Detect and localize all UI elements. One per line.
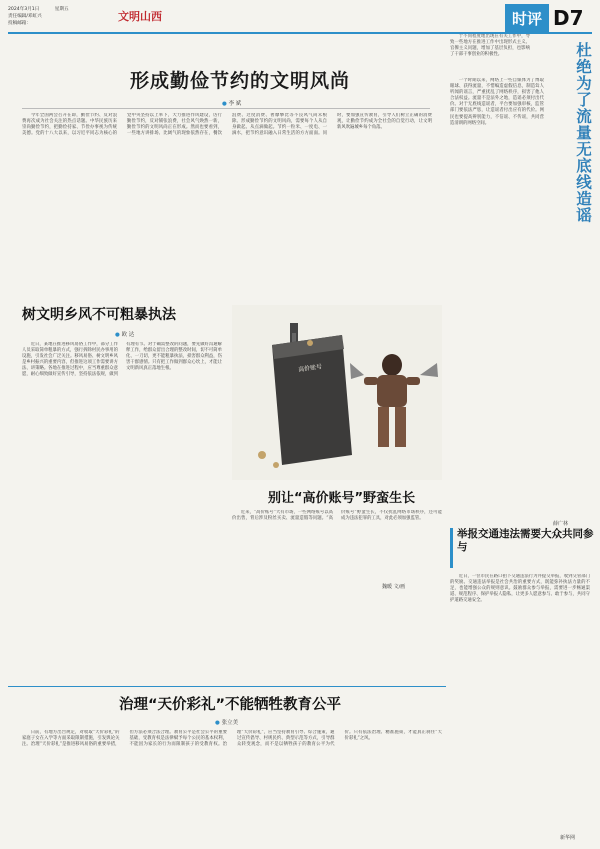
left-body: 近日，某地在推进移风易俗工作中，部分工作人员采取简单粗暴的方式，强行拆除村民办事用的设施，引发社会广泛关注。移风易俗、树文明乡风是乡村振兴的重要内容，但推进这项工作需要讲方法、讲策略。各地在推进过程中，应当尊重群众意愿，耐心细致做好宣传引导，坚持依法依规，做到有理有节。对于确需整改的问题，要先做好沟通解释工作，给群众留出合理的整改时间，切不可简单化、一刀切，更不能粗暴执法，损害群众利益，伤害干群感情。只有把工作做到群众心坎上，才能让文明新风真正落地生根。 — [22, 342, 222, 378]
report-source: 新华网 — [560, 835, 576, 841]
section-tag: 时评 — [505, 4, 549, 32]
right-byline: 薛广林 — [553, 521, 569, 527]
feature-byline: 魏暖 文/画 — [382, 584, 406, 590]
right-headline: 杜绝为了流量无底线造谣 — [574, 42, 592, 224]
section-logo: 文明山西 — [118, 10, 162, 23]
issue-date: 2024年3月1日 — [8, 7, 40, 12]
report-title-block — [450, 528, 597, 568]
masthead-email: 投稿邮箱： — [8, 21, 31, 26]
masthead-date-line — [8, 7, 69, 13]
report-body: 近日，一位市民在路口拍下交通违法行为并提交举报，收到交管部门的奖励。交通违法举报是社会共治的重要方式，既能弥补执法力量的不足，也能增强公众的规则意识。鼓励群众参与举报，需要进一步畅通渠道、规范程序、保护举报人隐私，让更多人愿意参与、敢于参与，共同守护道路交通安全。 — [450, 574, 590, 604]
lead-divider — [22, 108, 430, 109]
bottom-body: 日前，有地方出台规定，对收取“天价彩礼”的家庭子女在入学等方面采取限制措施，引发舆论关注。治理“天价彩礼”是推进移风易俗的重要举措，但方法必须合法合理。教育公平是社会公平的重要基础，受教育权是法律赋予每个公民的基本权利，不能因为家长的行为而限制孩子的受教育权。治理“天价彩礼”，应当坚持教育引导、综合施策，通过宣传倡导、村规民约、典型示范等方式，引导群众转变观念，而不是以牺牲孩子的教育公平为代价。只有依法治理、精准施策，才能真正刹住“天价彩礼”之风。 — [22, 730, 442, 748]
issue-weekday: 星期五 — [54, 7, 69, 12]
page-number: D7 — [553, 6, 584, 30]
report-title: 举报交通违法需要大众共同参与 — [457, 528, 594, 553]
left-headline: 树文明乡风不可粗暴执法 — [22, 307, 176, 323]
bottom-byline: ● 张立美 — [215, 720, 239, 726]
feature-headline: 别让“高价账号”野蛮生长 — [268, 491, 416, 506]
lead-headline: 形成勤俭节约的文明风尚 — [129, 70, 350, 92]
masthead-editor: 责任编辑/邓虹兴 — [8, 14, 42, 19]
right-body: 一个时期以来，网络上一些自媒体为了博取眼球、获得流量，不惜编造虚假信息，制造耸人听闻的谣言，严重扰乱了网络秩序，损害了他人合法权益。流量不是法外之地，造谣必须付出代价。对于无底线造谣者，平台要加强审核，监管部门要依法严惩，让造谣者付出应有的代价。网民也要提高辨别能力，不信谣、不传谣，共同营造清朗的网络空间。 — [450, 78, 544, 126]
feature-body: 近来，“高价账号”大有市场，一些网络账号以高价出售，背后涉及粉丝买卖、流量造假等问题。“高价账号”野蛮生长，不仅扰乱网络市场秩序，还可能成为违法犯罪的工具，对此必须加强监管。 — [232, 510, 442, 522]
cartoon-illustration — [232, 305, 442, 480]
bottom-headline: 治理“天价彩礼”不能牺牲教育公平 — [118, 697, 342, 713]
right-intro: 于不同程度地出现在有关工作中，导致一些地方在推进工作中出现形式主义、官僚主义问题，增加了基层负担，也影响了干部干事创业的积极性。 — [450, 34, 530, 58]
left-byline: ● 欧 达 — [115, 332, 135, 338]
bottom-divider — [8, 686, 446, 687]
lead-body: 今年全国两会召开在即，勤俭节约、反对浪费再次成为社会关注的热点话题。中华民族历来崇尚勤俭节约，把勤俭持家、节俭办事视为传统美德。党的十八大以来，以习近平同志为核心的党中央坚持以上率下，大力推进作风建设，厉行勤俭节约，反对铺张浪费，社会风气焕然一新，勤俭节约的文明风尚正在形成。然而也要看到，一些地方讲排场、比阔气的现象依然存在，餐饮浪费、过度消费、奢靡攀比等不良风气尚未根除。形成勤俭节约的文明风尚，需要每个人从自身做起、从点滴做起。节约一粒米、一度电、一滴水，把节约意识融入日常生活的方方面面。同时，要加强宣传教育，引导人们树立正确的消费观，让勤俭节约成为全社会的自觉行动，让文明新风吹遍城乡每个角落。 — [22, 113, 432, 137]
lead-byline: ● 李 斌 — [222, 101, 242, 107]
cartoon-plate-label: 高价账号 — [297, 363, 323, 374]
